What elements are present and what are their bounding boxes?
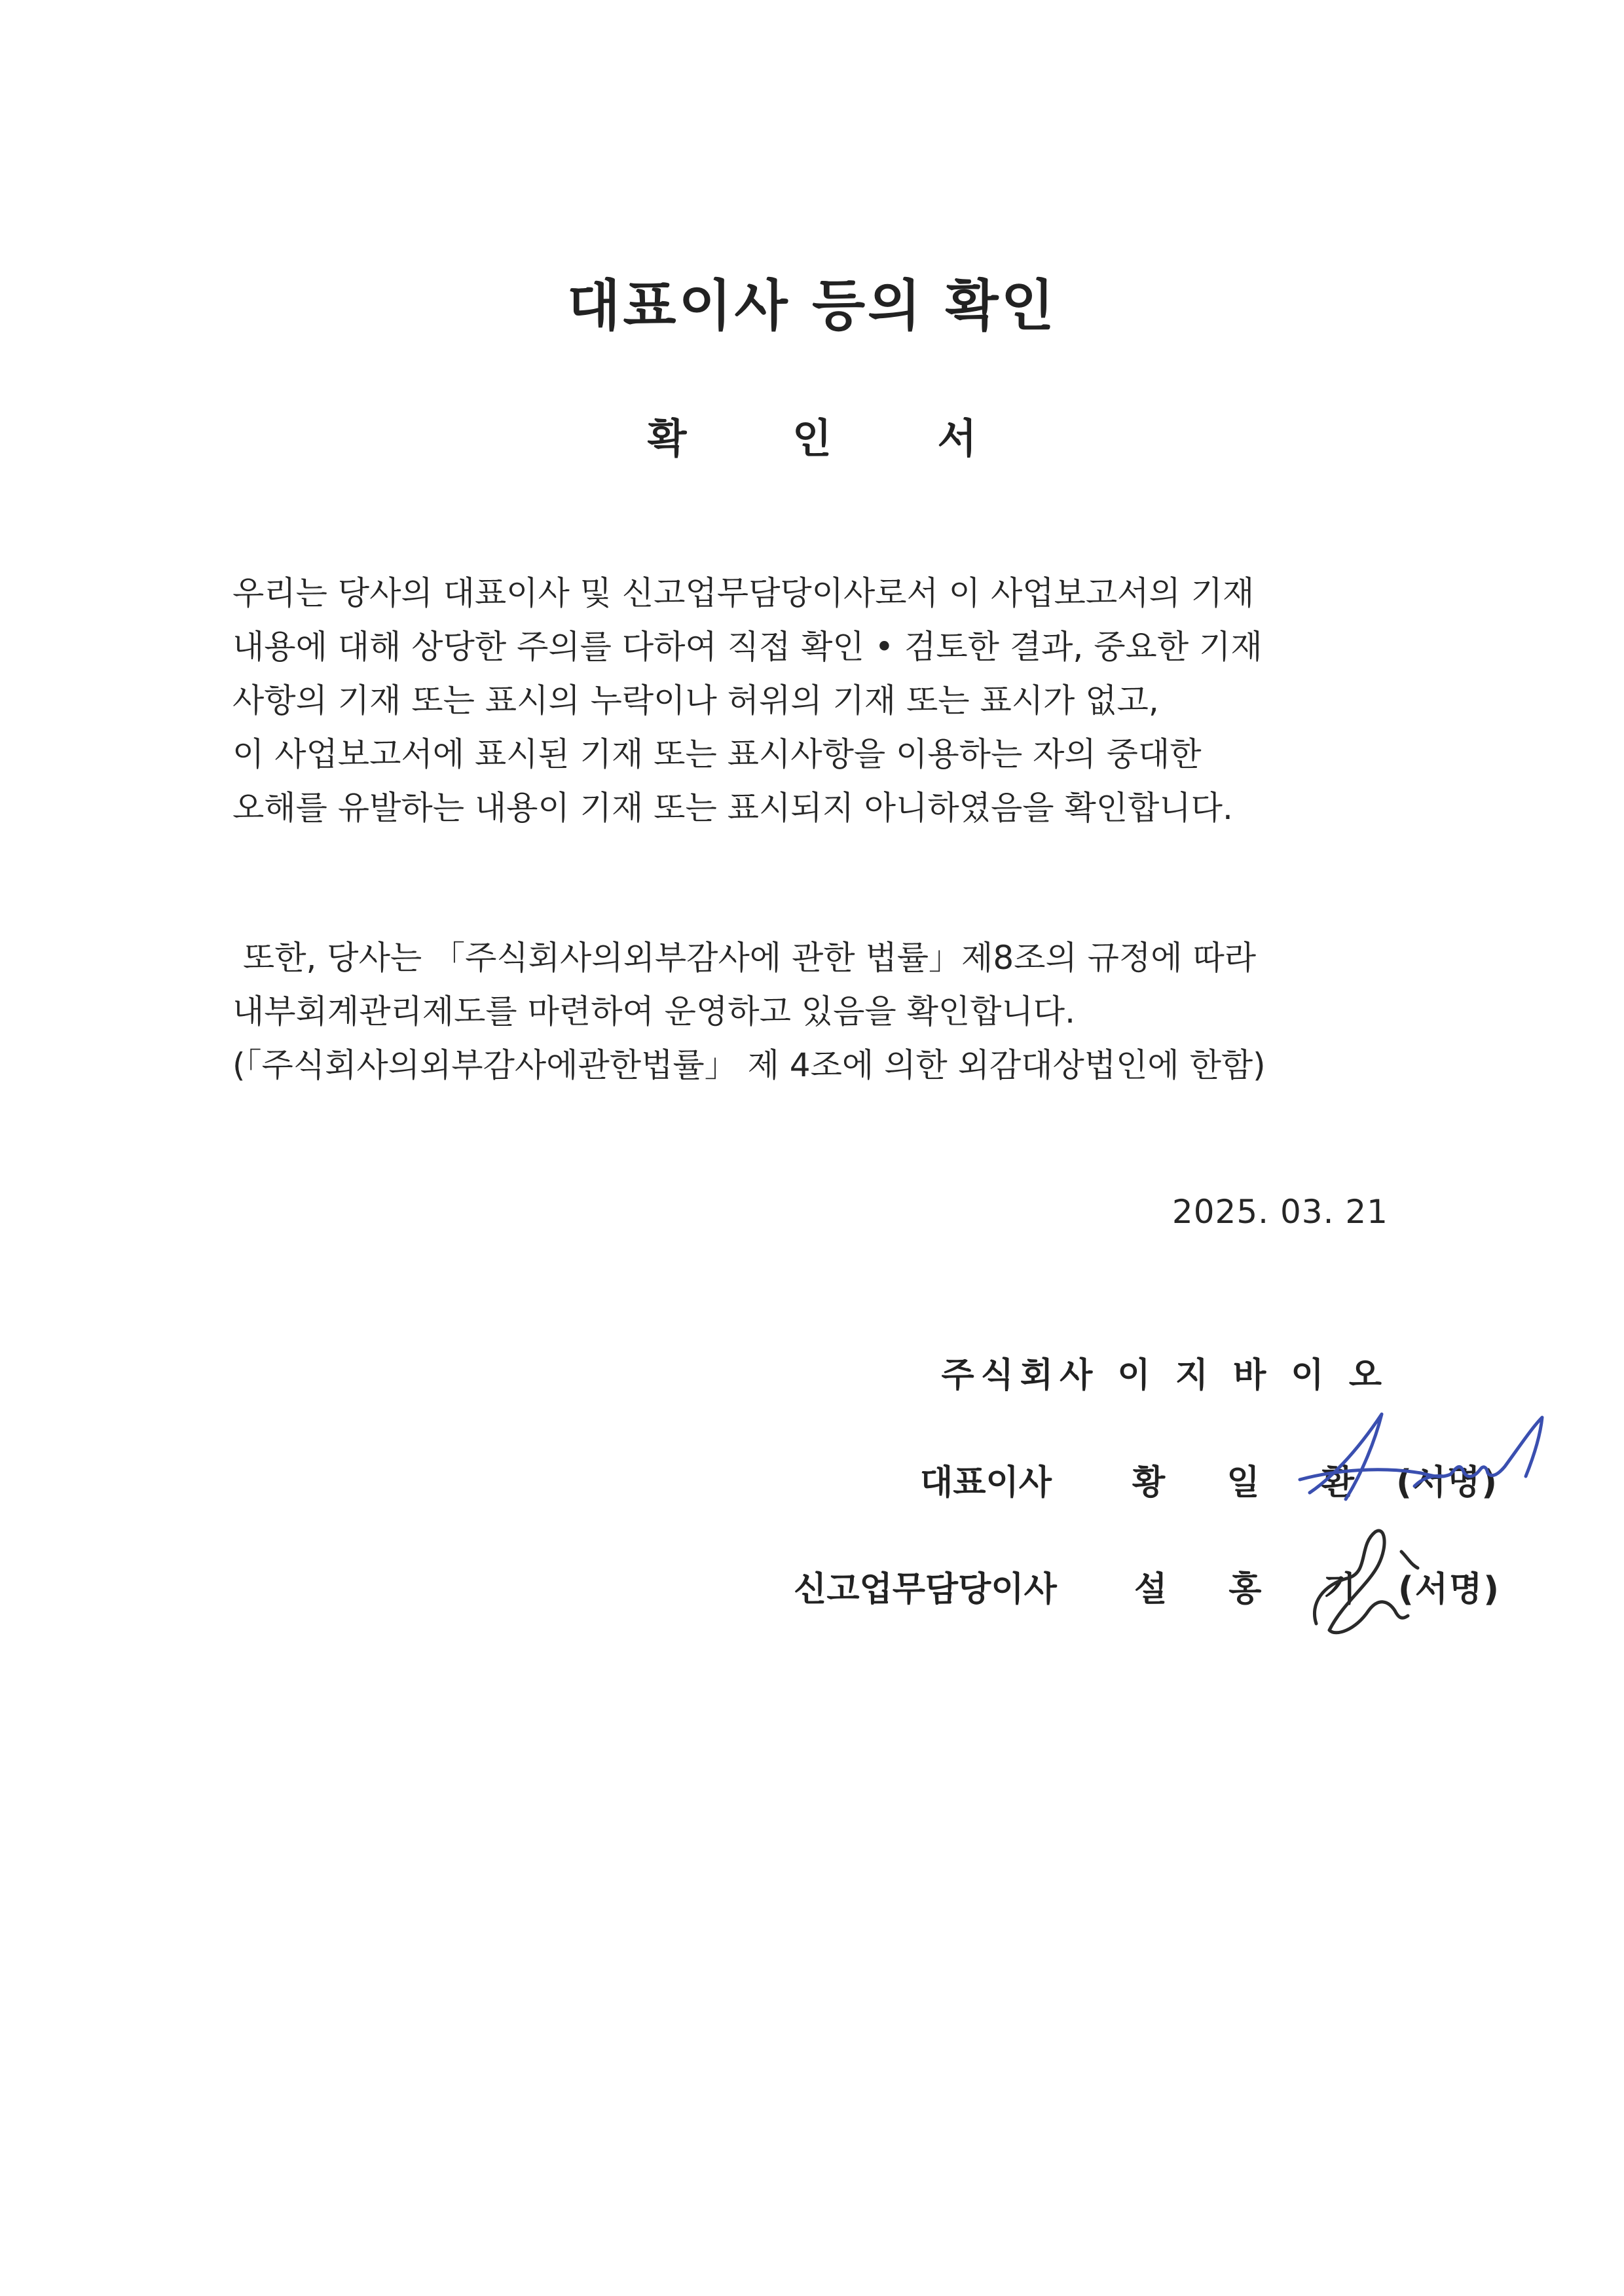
- paragraph-line: 이 사업보고서에 표시된 기재 또는 표시사항을 이용하는 자의 중대한: [232, 735, 1202, 773]
- signatory-name: 설 홍 기: [1134, 1570, 1381, 1609]
- signatory-ceo: [920, 1455, 1498, 1504]
- internal-control-paragraph: [232, 931, 1411, 1092]
- signature-mark-label: (서명): [1396, 1463, 1499, 1503]
- document-date: 2025. 03. 21: [1172, 1193, 1388, 1231]
- paragraph-line: 사항의 기재 또는 표시의 누락이나 허위의 기재 또는 표시가 없고,: [232, 682, 1159, 720]
- signatory-role: 대표이사: [920, 1463, 1052, 1503]
- paragraph-line: 내용에 대해 상당한 주의를 다하여 직접 확인 • 검토한 결과, 중요한 기재: [232, 628, 1263, 666]
- paragraph-line: (「주식회사의외부감사에관한법률」 제 4조에 의한 외감대상법인에 한함): [232, 1046, 1266, 1084]
- paragraph-line: 내부회계관리제도를 마련하여 운영하고 있음을 확인합니다.: [232, 993, 1075, 1030]
- document-title: 대표이사 등의 확인: [567, 274, 1057, 338]
- signatory-disclosure-director: [794, 1561, 1500, 1611]
- signatory-role: 신고업무담당이사: [794, 1570, 1057, 1609]
- paragraph-line: 또한, 당사는 「주식회사의외부감사에 관한 법률」제8조의 규정에 따라: [232, 939, 1257, 977]
- signature-mark-label: (서명): [1397, 1570, 1500, 1609]
- document-subtitle: 확 인 서: [647, 414, 1023, 462]
- signatory-name: 황 일 환: [1132, 1463, 1379, 1503]
- paragraph-line: 우리는 당사의 대표이사 및 신고업무담당이사로서 이 사업보고서의 기재: [232, 574, 1255, 612]
- confirmation-paragraph: [232, 566, 1411, 835]
- company-name: 주식회사 이 지 바 이 오: [941, 1356, 1388, 1395]
- paragraph-line: 오해를 유발하는 내용이 기재 또는 표시되지 아니하였음을 확인합니다.: [232, 789, 1233, 827]
